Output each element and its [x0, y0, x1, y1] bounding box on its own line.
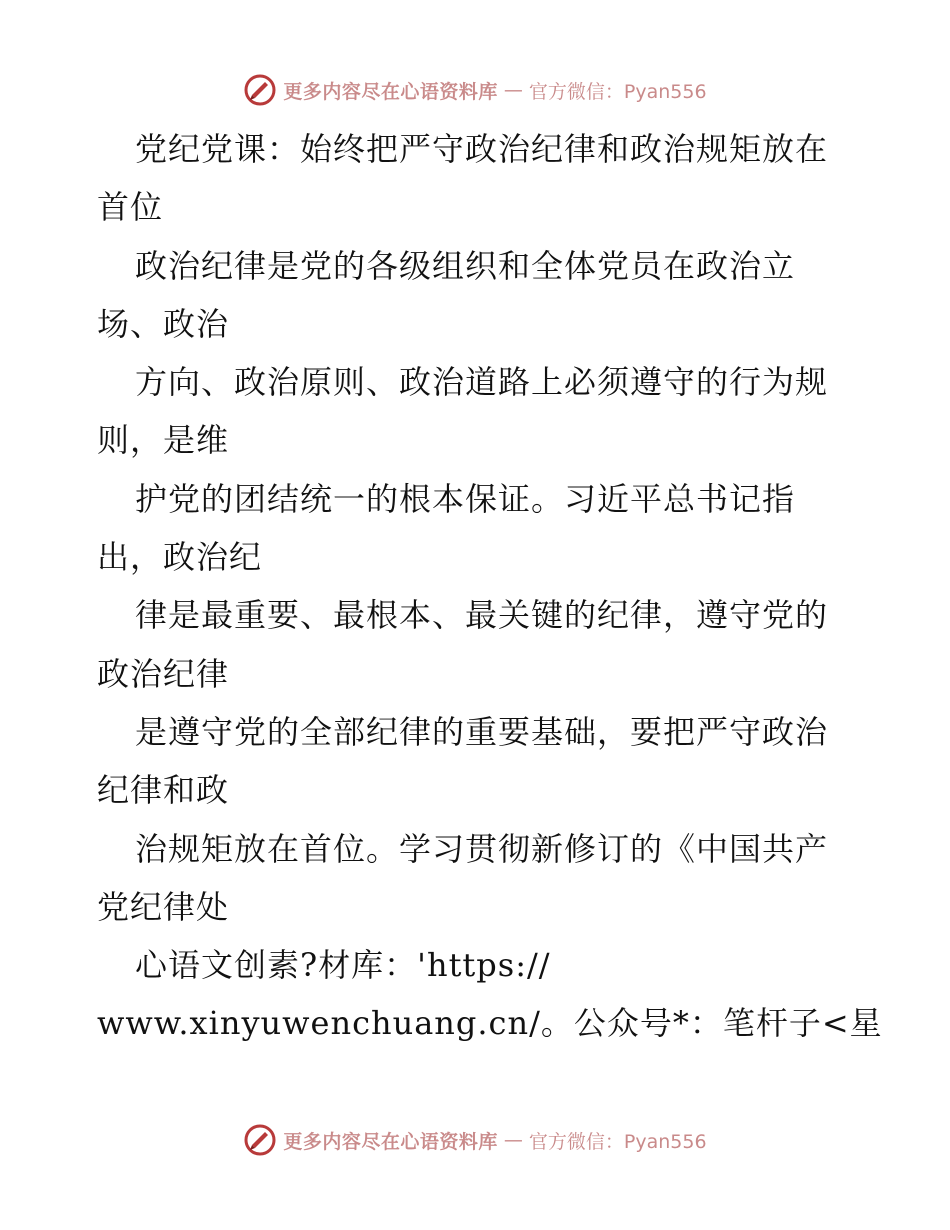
footer-banner-separator: — [503, 1129, 523, 1151]
pen-logo-icon [243, 1123, 277, 1157]
document-line: 党纪律处 [97, 887, 230, 926]
header-banner-separator: — [503, 79, 523, 101]
document-line: 心语文创素?材库：'https:// [135, 946, 551, 985]
footer-banner [0, 1120, 950, 1160]
document-line: 政治纪律 [97, 654, 230, 693]
document-body [97, 120, 883, 1053]
document-line: 政治纪律是党的各级组织和全体党员在政治立 [135, 246, 796, 285]
document-line: 治规矩放在首位。学习贯彻新修订的《中国共产 [135, 829, 829, 868]
header-banner-contact: 官方微信：Pyan556 [528, 80, 707, 103]
footer-banner-contact: 官方微信：Pyan556 [528, 1130, 707, 1153]
header-banner-text: 更多内容尽在心语资料库 [283, 80, 498, 103]
document-line: 党纪党课：始终把严守政治纪律和政治规矩放在 [135, 130, 829, 168]
document-line: 律是最重要、最根本、最关键的纪律，遵守党的 [135, 596, 829, 635]
document-line: 场、政治 [97, 304, 230, 343]
document-line: www.xinyuwenchuang.cn/。公众号*：笔杆子<星 [97, 1004, 883, 1043]
header-banner [0, 70, 950, 110]
document-line: 是遵守党的全部纪律的重要基础，要把严守政治 [135, 712, 829, 751]
pen-logo-icon [243, 73, 277, 107]
document-line: 首位 [97, 188, 164, 227]
document-line: 方向、政治原则、政治道路上必须遵守的行为规 [135, 363, 829, 402]
document-line: 护党的团结统一的根本保证。习近平总书记指 [135, 479, 796, 518]
document-line: 纪律和政 [97, 771, 230, 810]
document-line: 则，是维 [97, 421, 230, 460]
document-line: 出，政治纪 [97, 538, 263, 577]
footer-banner-text: 更多内容尽在心语资料库 [283, 1130, 498, 1153]
